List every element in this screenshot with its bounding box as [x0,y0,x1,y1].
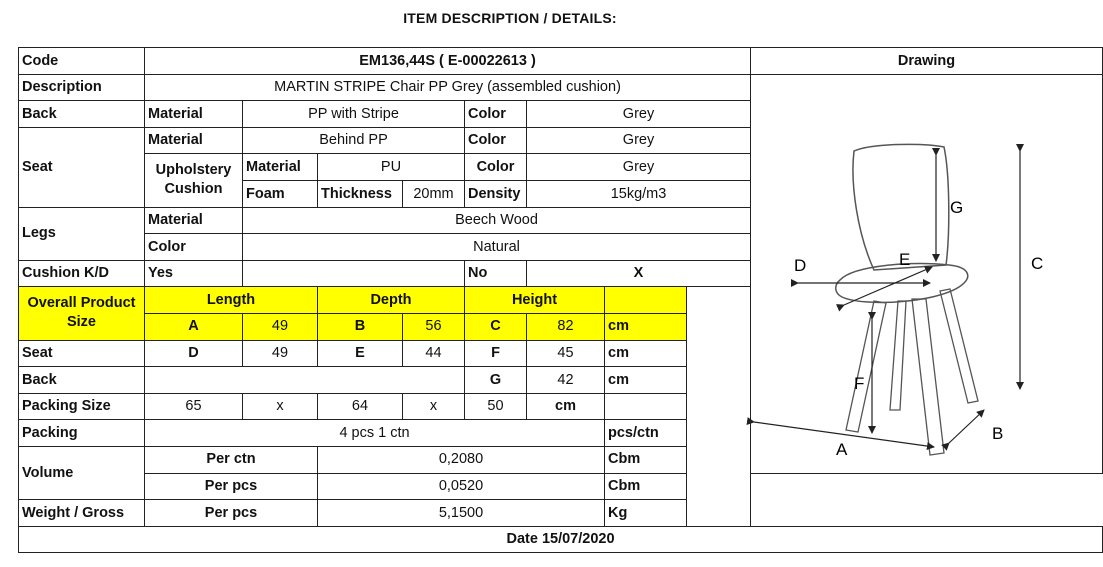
volume-per-pcs-value: 0,0520 [318,473,605,500]
diagram-label-b: B [992,423,1004,443]
code-label: Code [19,48,145,75]
legs-color-label: Color [145,234,243,261]
volume-per-ctn-unit: Cbm [605,446,687,473]
dim-b-label: B [318,313,403,340]
seat-color-label: Color [465,127,527,154]
document-title: ITEM DESCRIPTION / DETAILS: [403,10,617,26]
weight-label: Weight / Gross [19,500,145,527]
packing-size-x2: x [403,393,465,420]
back-color-label: Color [465,101,527,128]
volume-per-pcs-unit: Cbm [605,473,687,500]
diagram-label-f: F [854,373,865,393]
row-footer [19,526,1103,553]
volume-per-pcs-label: Per pcs [145,473,318,500]
dim-a-label: A [145,313,243,340]
dim-c-label: C [465,313,527,340]
packing-size-blank [605,393,687,420]
dim-f-label: F [465,340,527,367]
upholstery-cushion-label: Upholstery Cushion [145,154,243,207]
back-color: Grey [527,101,751,128]
dim-d-label: D [145,340,243,367]
seat-color: Grey [527,127,751,154]
volume-per-ctn-label: Per ctn [145,446,318,473]
overall-unit: cm [605,313,687,340]
weight-value: 5,1500 [318,500,605,527]
back-label: Back [19,101,145,128]
dim-g-value: 42 [527,367,605,394]
document-date: Date 15/07/2020 [19,526,1103,553]
dim-e-value: 44 [403,340,465,367]
seat-material-label: Material [145,127,243,154]
foam-label: Foam [243,180,318,207]
code-value: EM136,44S ( E-00022613 ) [145,48,751,75]
packing-label: Packing [19,420,145,447]
packing-size-label: Packing Size [19,393,145,420]
upholstery-material: PU [318,154,465,181]
cushion-yes: Yes [145,260,243,287]
packing-size-height: 50 [465,393,527,420]
back-dims-label: Back [19,367,145,394]
back-dims-blank [145,367,465,394]
chair-leg-front-right [912,299,944,455]
chair-leg-back-right [940,289,978,403]
packing-size-unit: cm [527,393,605,420]
upholstery-material-label: Material [243,154,318,181]
row-code [19,48,1103,75]
dim-c-value: 82 [527,313,605,340]
diagram-label-d: D [794,255,807,275]
cushion-no-mark: X [527,260,751,287]
packing-size-width: 64 [318,393,403,420]
weight-per-pcs-label: Per pcs [145,500,318,527]
description-label: Description [19,74,145,101]
drawing-area [751,74,1103,473]
upholstery-color: Grey [527,154,751,181]
drawing-header: Drawing [751,48,1103,75]
volume-per-ctn-value: 0,2080 [318,446,605,473]
diagram-label-g: G [950,197,964,217]
upholstery-color-label: Color [465,154,527,181]
overall-header-blank [605,287,687,314]
description-value: MARTIN STRIPE Chair PP Grey (assembled cushion) [145,74,751,101]
length-header: Length [145,287,318,314]
depth-header: Depth [318,287,465,314]
dim-g-label: G [465,367,527,394]
dim-a-value: 49 [243,313,318,340]
chair-leg-back-left [890,301,906,410]
drawing-lower-blank [687,446,751,526]
dim-b-value: 56 [403,313,465,340]
diagram-label-e: E [899,249,911,269]
chair-leg-front-left [846,301,886,432]
row-weight [19,500,1103,527]
density-value: 15kg/m3 [527,180,751,207]
overall-size-label: Overall Product Size [19,287,145,340]
details-table [18,47,1103,553]
seat-dims-unit: cm [605,340,687,367]
row-volume-pcs [19,473,1103,500]
dim-d-value: 49 [243,340,318,367]
dim-f-value: 45 [527,340,605,367]
legs-material-label: Material [145,207,243,234]
seat-dims-label: Seat [19,340,145,367]
back-material: PP with Stripe [243,101,465,128]
volume-label: Volume [19,446,145,499]
legs-label: Legs [19,207,145,260]
chair-diagram [754,75,1064,459]
diagram-label-c: C [1031,253,1044,273]
seat-label: Seat [19,127,145,207]
dim-e-label: E [318,340,403,367]
density-label: Density [465,180,527,207]
diagram-label-a: A [836,439,848,459]
back-material-label: Material [145,101,243,128]
thickness-value: 20mm [403,180,465,207]
packing-value: 4 pcs 1 ctn [145,420,605,447]
thickness-label: Thickness [318,180,403,207]
cushion-yes-value [243,260,465,287]
seat-material: Behind PP [243,127,465,154]
weight-unit: Kg [605,500,687,527]
legs-color: Natural [243,234,751,261]
height-header: Height [465,287,605,314]
packing-unit: pcs/ctn [605,420,687,447]
cushion-no: No [465,260,527,287]
row-description [19,74,1103,101]
back-dims-unit: cm [605,367,687,394]
packing-size-length: 65 [145,393,243,420]
legs-material: Beech Wood [243,207,751,234]
cushion-kd-label: Cushion K/D [19,260,145,287]
packing-size-x1: x [243,393,318,420]
